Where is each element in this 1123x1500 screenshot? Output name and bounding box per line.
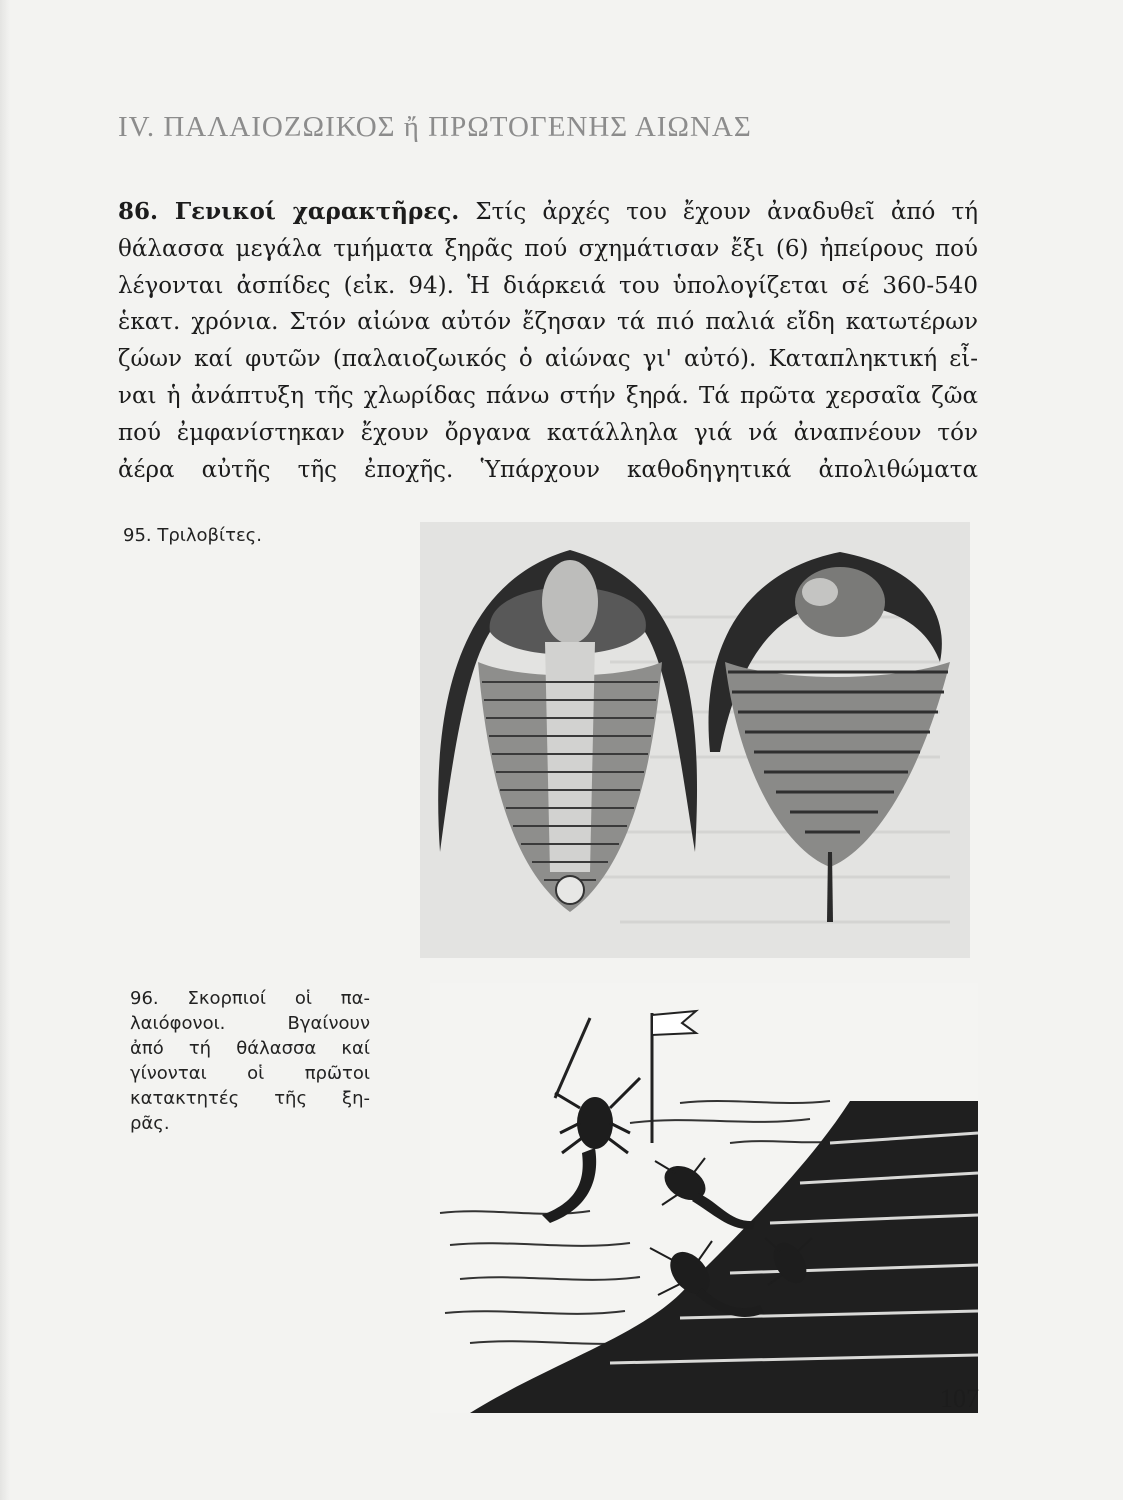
figure-96-caption: [130, 986, 370, 1136]
figure-95-caption: 95. Τριλοβίτες.: [123, 525, 262, 546]
text-line-2: θάλασσα μεγάλα τμήματα ξηρᾶς πού σχημάτισαν ἔξι (6) ἠπείρους πού: [118, 235, 978, 262]
scorpion-lead: [542, 1078, 640, 1223]
text-line-8: ἀέρα αὐτῆς τῆς ἐποχῆς. Ὑπάρχουν καθοδηγητικά ἀπολιθώματα: [118, 456, 978, 483]
figure-96-caption-line-5: κατακτητές τῆς ξη-: [130, 1088, 370, 1109]
text-line-3: λέγονται ἀσπίδες (εἰκ. 94). Ἡ διάρκειά του ὑπολογίζεται σέ 360-540: [118, 272, 978, 299]
text-line-4: ἑκατ. χρόνια. Στόν αἰώνα αὐτόν ἔζησαν τά πιό παλιά εἴδη κατωτέρων: [118, 309, 978, 336]
chapter-title: IV. ΠΑΛΑΙΟΖΩΙΚΟΣ ἤ ΠΡΩΤΟΓΕΝΗΣ ΑΙΩΝΑΣ: [118, 111, 752, 143]
figure-96-scorpions: [430, 983, 978, 1413]
text-line-5: ζώων καί φυτῶν (παλαιοζωικός ὁ αἰώνας γι' αὐτό). Καταπληκτική εἶ-: [118, 346, 978, 373]
trilobite-right: [709, 552, 950, 922]
figure-96-caption-line-6: ρᾶς.: [130, 1113, 170, 1134]
text-line-1: [118, 194, 978, 231]
page-number: 107: [940, 1384, 979, 1413]
sword: [555, 1018, 590, 1098]
page-edge: [0, 0, 10, 1500]
figure-96-caption-line-4: γίνονται οἱ πρῶτοι: [130, 1063, 370, 1084]
section-86-text: [118, 194, 978, 488]
trilobites-illustration: [420, 522, 970, 958]
scorpion-second: [655, 1158, 755, 1229]
figure-95-trilobites: [420, 522, 970, 958]
trilobite-left: [438, 550, 697, 912]
land-mass: [470, 1101, 978, 1413]
text-line-1-body: Στίς ἀρχές του ἔχουν ἀναδυθεῖ ἀπό τή: [475, 199, 978, 225]
figure-96-caption-line-2: λαιόφονοι. Βγαίνουν: [130, 1013, 370, 1034]
flag: [652, 1011, 696, 1143]
text-line-7: πού ἐμφανίστηκαν ἔχουν ὄργανα κατάλληλα γιά νά ἀναπνέουν τόν: [118, 419, 978, 446]
text-line-6: ναι ἡ ἀνάπτυξη τῆς χλωρίδας πάνω στήν ξηρά. Τά πρῶτα χερσαῖα ζῶα: [118, 382, 978, 409]
scorpions-illustration: [430, 983, 978, 1413]
figure-96-caption-line-1: 96. Σκορπιοί οἱ πα-: [130, 988, 370, 1009]
section-heading: 86. Γενικοί χαρακτῆρες.: [118, 198, 460, 225]
figure-96-caption-line-3: ἀπό τή θάλασσα καί: [130, 1038, 370, 1059]
